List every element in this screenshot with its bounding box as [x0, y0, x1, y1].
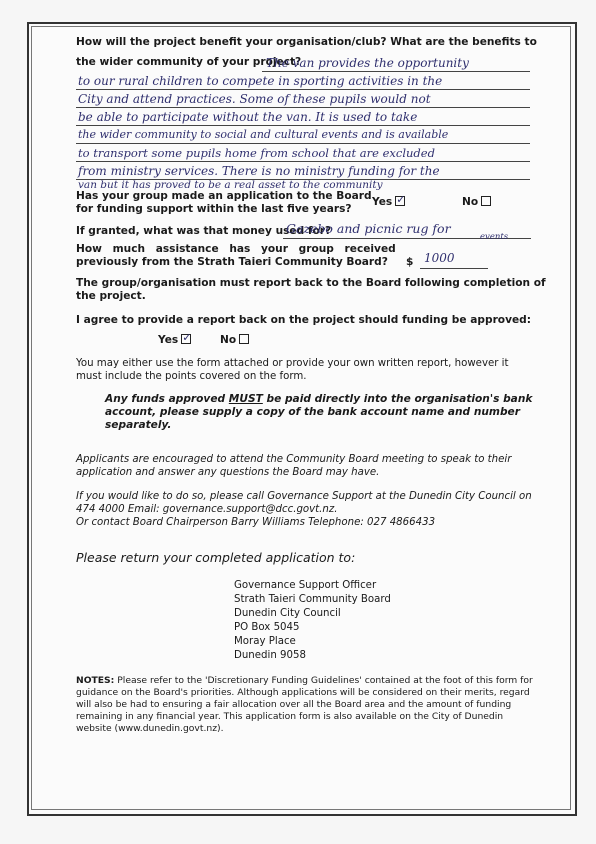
notes-label: NOTES:: [76, 675, 115, 686]
answer-line: [76, 161, 530, 162]
answer-line: [76, 143, 530, 144]
notes-line5: website (www.dunedin.govt.nz).: [76, 723, 224, 734]
q1-label-line2: the wider community of your project?: [76, 56, 302, 68]
q2-line1: Has your group made an application to the Board: [76, 190, 372, 202]
notes-line2: guidance on the Board's priorities. Although applications will be considered on their merits, regard: [76, 687, 530, 698]
contact-line2: 474 4000 Email: governance.support@dcc.govt.nz.: [76, 504, 338, 515]
q2-yes-label: Yes: [372, 196, 393, 208]
agree-label: I agree to provide a report back on the project should funding be approved:: [76, 314, 531, 326]
agree-no-label: No: [220, 334, 237, 346]
funds-line2: account, please supply a copy of the bank account name and number: [105, 406, 520, 418]
funds-line1: [105, 393, 532, 406]
q1-answer-line: van but it has proved to be a real asset to the community: [78, 179, 383, 191]
q1-answer-line: to our rural children to compete in sporting activities in the: [78, 74, 443, 88]
encourage-line1: Applicants are encouraged to attend the Community Board meeting to speak to their: [76, 454, 512, 465]
agree-yes-option[interactable]: [158, 333, 191, 347]
funds-post: be paid directly into the organisation's bank: [262, 393, 533, 405]
q2-no-label: No: [462, 196, 479, 208]
answer-line: [262, 71, 530, 72]
agree-yes-checkbox[interactable]: [181, 334, 191, 344]
q3-answer: Gazebo and picnic rug for: [286, 221, 451, 236]
agree-no-option[interactable]: [220, 333, 249, 347]
agree-yes-label: Yes: [158, 334, 179, 346]
funds-must: MUST: [228, 393, 263, 405]
return-address-line: Dunedin 9058: [234, 650, 306, 661]
form-note-line2: must include the points covered on the form.: [76, 371, 307, 382]
q3-answer-extra: events: [480, 232, 509, 242]
q2-yes-checkbox[interactable]: [395, 196, 405, 206]
q1-answer-line: to transport some pupils home from school that are excluded: [78, 146, 435, 160]
funds-line3: separately.: [105, 419, 172, 431]
funds-pre: Any funds approved: [105, 393, 229, 405]
q2-no-checkbox[interactable]: [481, 196, 491, 206]
return-address-line: Governance Support Officer: [234, 580, 377, 591]
answer-line: [76, 107, 530, 108]
q1-answer-line: from ministry services. There is no ministry funding for the: [78, 164, 440, 178]
report-line1: The group/organisation must report back to the Board following completion of: [76, 277, 546, 289]
return-heading: Please return your completed application to:: [76, 550, 356, 565]
q1-answer-line: be able to participate without the van. It is used to take: [78, 110, 418, 124]
return-address-line: Strath Taieri Community Board: [234, 594, 391, 605]
return-address-line: Moray Place: [234, 636, 296, 647]
return-address-line: Dunedin City Council: [234, 608, 341, 619]
report-line2: the project.: [76, 290, 146, 302]
q1-answer-line: the wider community to social and cultural events and is available: [78, 128, 449, 141]
q2-line2: for funding support within the last five years?: [76, 203, 352, 215]
answer-line: [420, 268, 488, 269]
notes-line1: [76, 675, 533, 687]
answer-line: [76, 89, 530, 90]
q4-line2: previously from the Strath Taieri Community Board?: [76, 256, 388, 268]
q1-answer-line: City and attend practices. Some of these pupils would not: [78, 92, 431, 106]
q3-label: If granted, what was that money used for?: [76, 225, 332, 237]
q2-yes-option[interactable]: [372, 195, 405, 209]
answer-line: [76, 125, 530, 126]
form-note-line1: You may either use the form attached or provide your own written report, however it: [76, 358, 509, 369]
q1-answer-line: The van provides the opportunity: [266, 56, 469, 70]
q4-line1: How much assistance has your group received: [76, 243, 396, 255]
contact-line3: Or contact Board Chairperson Barry Williams Telephone: 027 4866433: [76, 517, 436, 528]
notes-text: Please refer to the 'Discretionary Funding Guidelines' contained at the foot of this form for: [114, 675, 533, 686]
q4-currency: $: [406, 256, 414, 268]
notes-line3: will also be had to ensuring a fair allocation over all the Board area and the amount of funding: [76, 699, 512, 710]
notes-line4: remaining in any financial year. This application form is also available on the City of Dunedin: [76, 711, 504, 722]
contact-line1: If you would like to do so, please call Governance Support at the Dunedin City Council on: [76, 491, 532, 502]
q4-amount: 1000: [424, 251, 455, 265]
encourage-line2: application and answer any questions the Board may have.: [76, 467, 380, 478]
agree-no-checkbox[interactable]: [239, 334, 249, 344]
q2-no-option[interactable]: [462, 195, 491, 209]
q1-label-line1: How will the project benefit your organisation/club? What are the benefits to: [76, 36, 537, 48]
return-address-line: PO Box 5045: [234, 622, 300, 633]
